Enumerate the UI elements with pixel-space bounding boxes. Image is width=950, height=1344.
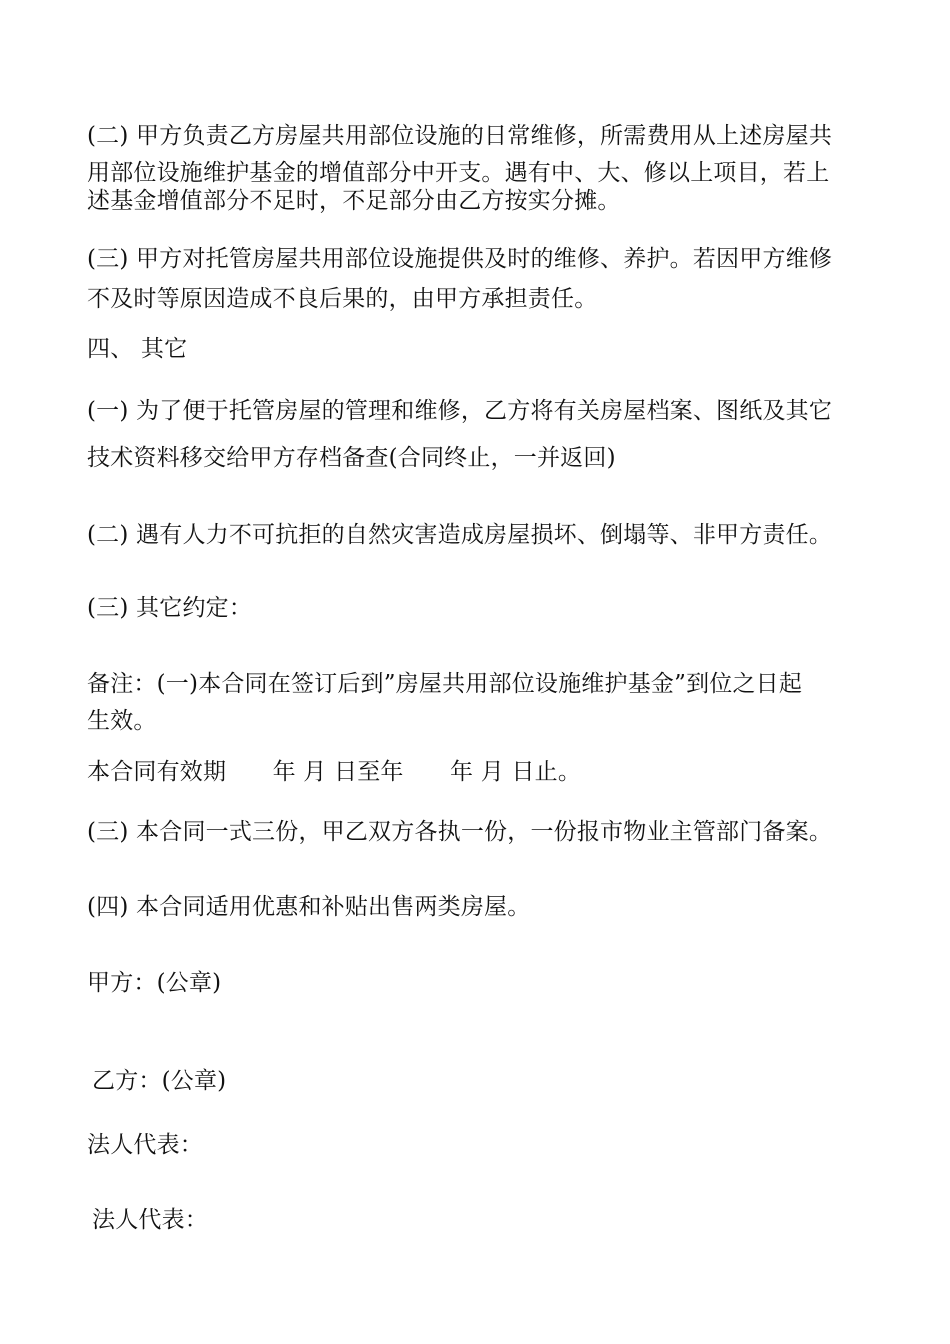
party-b-legal-rep: 法人代表： <box>92 1207 208 1233</box>
contract-validity: 本合同有效期 年 月 日至年 年 月 日止。 <box>87 759 582 785</box>
clause-2-line-3: 述基金增值部分不足时，不足部分由乙方按实分摊。 <box>87 188 621 214</box>
other-clause-2: (二) 遇有人力不可抗拒的自然灾害造成房屋损坏、倒塌等、非甲方责任。 <box>87 522 833 548</box>
other-clause-1-line-1: (一) 为了便于托管房屋的管理和维修，乙方将有关房屋档案、图纸及其它 <box>87 398 833 424</box>
party-a-legal-rep: 法人代表： <box>87 1132 203 1158</box>
other-clause-1-line-2: 技术资料移交给甲方存档备查(合同终止，一并返回) <box>87 445 616 471</box>
clause-3-line-2: 不及时等原因造成不良后果的，由甲方承担责任。 <box>87 286 598 312</box>
other-clause-3: (三) 其它约定： <box>87 595 253 621</box>
applicability-clause: (四) 本合同适用优惠和补贴出售两类房屋。 <box>87 894 531 920</box>
clause-3-line-1: (三) 甲方对托管房屋共用部位设施提供及时的维修、养护。若因甲方维修 <box>87 246 833 272</box>
section-4-heading: 四、 其它 <box>87 336 188 362</box>
remark-line-1: 备注：(一)本合同在签订后到”房屋共用部位设施维护基金”到位之日起 <box>87 671 803 697</box>
party-a-seal: 甲方：(公章) <box>87 970 222 996</box>
copies-clause: (三) 本合同一式三份，甲乙双方各执一份，一份报市物业主管部门备案。 <box>87 819 833 845</box>
clause-2-line-1: (二) 甲方负责乙方房屋共用部位设施的日常维修，所需费用从上述房屋共 <box>87 123 833 149</box>
clause-2-line-2: 用部位设施维护基金的增值部分中开支。遇有中、大、修以上项目，若上 <box>87 160 830 186</box>
remark-line-2: 生效。 <box>87 708 157 734</box>
party-b-seal: 乙方：(公章) <box>92 1068 227 1094</box>
